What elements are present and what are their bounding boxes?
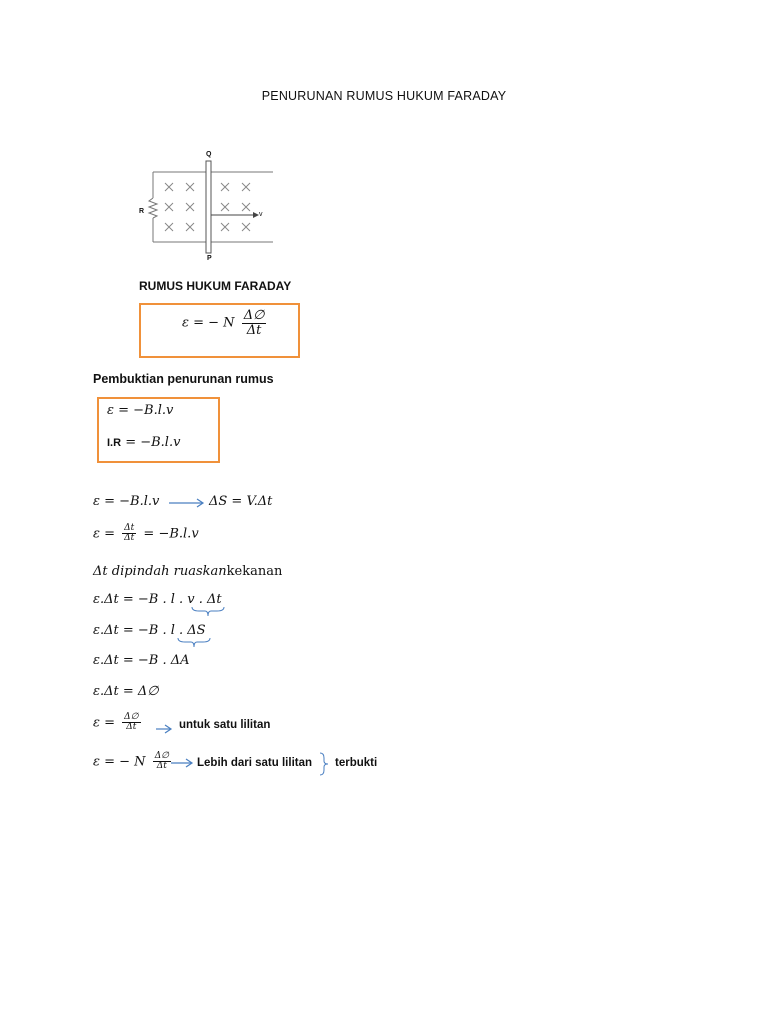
- faraday-formula: [182, 309, 269, 337]
- step9-lhs: ε = − N: [93, 754, 146, 770]
- step3-math: Δt dipindah ruaskan: [93, 564, 227, 579]
- step9-result: terbukti: [335, 757, 378, 769]
- proof-box-line2-prefix: I.R: [107, 437, 122, 449]
- brace-under-icon: [191, 606, 225, 618]
- diagram-label-r: R: [139, 208, 145, 215]
- proof-box-line2-eq: = −B.l.v: [121, 435, 181, 450]
- step8: [93, 713, 144, 733]
- step9-denominator: Δt: [156, 761, 167, 772]
- diagram-label-p: P: [207, 255, 212, 262]
- proof-box-line2: [107, 433, 180, 451]
- proof-box-line1: ε = −B.l.v: [107, 403, 174, 418]
- diagram-label-v: v: [259, 211, 263, 218]
- step7: ε.Δt = Δ∅: [93, 684, 159, 699]
- step9-numerator: Δ∅: [154, 751, 170, 761]
- step2-denominator: Δt: [124, 533, 135, 544]
- formula-denominator: Δt: [246, 322, 262, 338]
- step8-numerator: Δ∅: [124, 712, 139, 722]
- arrow-right-icon: [155, 723, 173, 735]
- step8-label: untuk satu lilitan: [179, 719, 271, 731]
- proof-heading: Pembuktian penurunan rumus: [93, 372, 274, 386]
- diagram-label-q: Q: [206, 151, 212, 158]
- step9-label: Lebih dari satu lilitan: [197, 757, 313, 769]
- step3: [93, 562, 282, 580]
- step2-lhs: ε =: [93, 526, 116, 542]
- arrow-right-icon: [168, 497, 206, 509]
- formula-lhs: ε = − N: [182, 315, 235, 331]
- step9: [93, 752, 174, 772]
- step2-numerator: Δt: [124, 523, 135, 533]
- page-title: PENURUNAN RUMUS HUKUM FARADAY: [261, 89, 507, 103]
- step8-denominator: Δt: [126, 722, 137, 733]
- step1-lhs: ε = −B.l.v: [93, 494, 160, 509]
- formula-numerator: Δ∅: [243, 308, 265, 323]
- step4: ε.Δt = −B . l . v . Δt: [93, 592, 222, 607]
- step5: ε.Δt = −B . l . ΔS: [93, 623, 206, 638]
- step2: [93, 524, 199, 544]
- faraday-law-heading: RUMUS HUKUM FARADAY: [139, 279, 292, 293]
- arrow-right-icon: [170, 757, 194, 769]
- step8-lhs: ε =: [93, 715, 116, 731]
- step3-text: kekanan: [226, 564, 283, 579]
- step2-rhs: = −B.l.v: [143, 526, 199, 542]
- brace-right-icon: [319, 752, 329, 776]
- circuit-diagram: [135, 148, 285, 266]
- step1-rhs: ΔS = V.Δt: [209, 494, 273, 509]
- brace-under-icon: [177, 637, 211, 649]
- step6: ε.Δt = −B . ΔA: [93, 653, 190, 668]
